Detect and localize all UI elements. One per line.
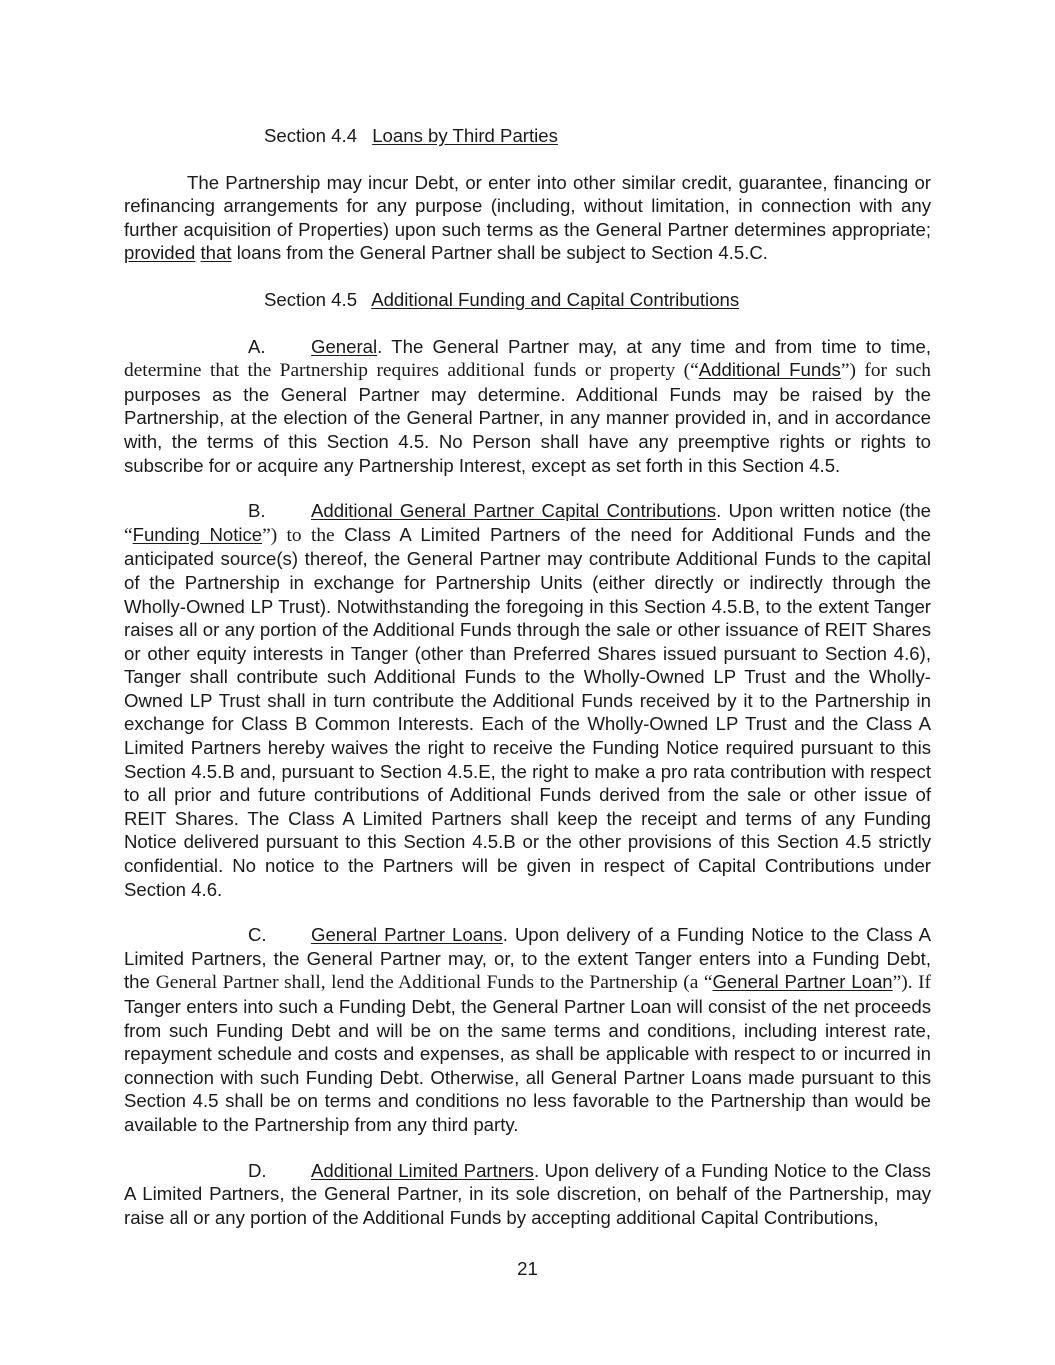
paragraph-c: C. General Partner Loans. Upon delivery of a Funding Notice to the Class A Limited Partners, the General Partner may, or, to the extent Tanger enters into a Funding Debt, the General Partner shall, lend the Additional Funds to the Partnership (a “General Partner Loan”). If Tanger enters into such a Funding Debt, the General Partner Loan will consist of the net proceeds from such Funding Debt and will be on the same terms and conditions, including interest rate, repayment schedule and costs and expenses, as shall be applicable with respect to or incurred in connection with such Funding Debt. Otherwise, all General Partner Loans made pursuant to this Section 4.5 shall be on terms and conditions no less favorable to the Partnership than would be available to the Partnership from any third party. (124, 924, 931, 1135)
section-4-4-paragraph: The Partnership may incur Debt, or enter into other similar credit, guarantee, financing or refinancing arrangements for any purpose (including, without limitation, in connection with any further acquisition of Properties) upon such terms as the General Partner determines appropriate; provided that loans from the General Partner shall be subject to Section 4.5.C. (124, 171, 931, 264)
paragraph-d: D. Additional Limited Partners. Upon delivery of a Funding Notice to the Class A Limited Partners, the General Partner, in its sole discretion, on behalf of the Partnership, may raise all or any portion of the Additional Funds by accepting additional Capital Contributions, (124, 1159, 931, 1228)
section-4-5-heading (124, 288, 931, 312)
page-body (124, 124, 931, 1229)
section-4-4-number: Section 4.4 (264, 125, 358, 146)
paragraph-b-title: Additional General Partner Capital Contributions (311, 500, 717, 522)
paragraph-a-title: General (311, 335, 378, 357)
that-term: that (200, 242, 232, 264)
paragraph-c-title: General Partner Loans (311, 924, 503, 946)
general-partner-loan-term: General Partner Loan (712, 971, 893, 993)
section-4-5-title: Additional Funding and Capital Contributions (371, 288, 740, 310)
provided-term: provided (124, 242, 196, 264)
section-4-4-heading (124, 124, 931, 148)
paragraph-a-marker: A. (248, 335, 266, 357)
paragraph-d-marker: D. (248, 1159, 267, 1181)
paragraph-b: B. Additional General Partner Capital Contributions. Upon written notice (the “Funding Notice”) to the Class A Limited Partners of the need for Additional Funds and the anticipated source(s) thereof, the General Partner may contribute Additional Funds to the capital of the Partnership in exchange for Partnership Units (either directly or indirectly through the Wholly-Owned LP Trust). Notwithstanding the foregoing in this Section 4.5.B, to the extent Tanger raises all or any portion of the Additional Funds through the sale or other issuance of REIT Shares or other equity interests in Tanger (other than Preferred Shares issued pursuant to Section 4.6), Tanger shall contribute such Additional Funds to the Wholly-Owned LP Trust and the Wholly-Owned LP Trust shall in turn contribute the Additional Funds received by it to the Partnership in exchange for Class B Common Interests. Each of the Wholly-Owned LP Trust and the Class A Limited Partners hereby waives the right to receive the Funding Notice required pursuant to this Section 4.5.B and, pursuant to Section 4.5.E, the right to make a pro rata contribution with respect to all prior and future contributions of Additional Funds derived from the sale or other issue of REIT Shares. The Class A Limited Partners shall keep the receipt and terms of any Funding Notice delivered pursuant to this Section 4.5.B or the other provisions of this Section 4.5 strictly confidential. No notice to the Partners will be given in respect of Capital Contributions under Section 4.6. (124, 500, 932, 900)
page-number: 21 (517, 1258, 538, 1279)
paragraph-d-title: Additional Limited Partners (311, 1159, 534, 1181)
section-4-4-title: Loans by Third Parties (372, 125, 558, 146)
section-4-5-number: Section 4.5 (264, 288, 358, 310)
funding-notice-term: Funding Notice (132, 523, 263, 545)
paragraph-c-marker: C. (248, 924, 267, 946)
paragraph-a: A. General. The General Partner may, at any time and from time to time, determine that the Partnership requires additional funds or property (“Additional Funds”) for such purposes as the General Partner may determine. Additional Funds may be raised by the Partnership, at the election of the General Partner, in any manner provided in, and in accordance with, the terms of this Section 4.5. No Person shall have any preemptive rights or rights to subscribe for or acquire any Partnership Interest, except as set forth in this Section 4.5. (124, 335, 931, 476)
paragraph-b-marker: B. (248, 500, 266, 522)
additional-funds-term: Additional Funds (698, 359, 841, 381)
